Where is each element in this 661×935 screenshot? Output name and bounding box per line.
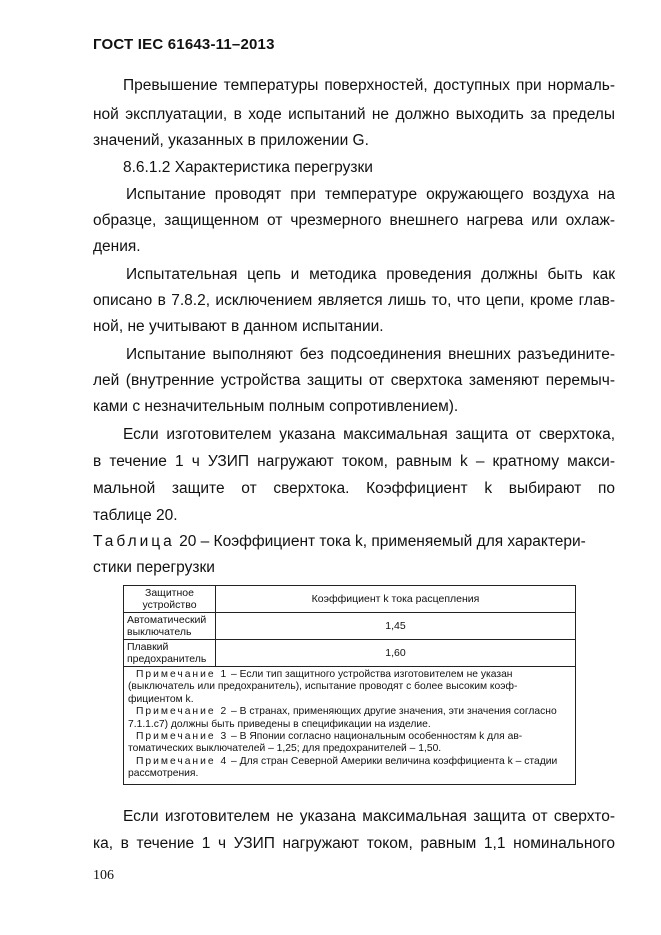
table-notes-row (124, 667, 576, 785)
paragraph-line: Если изготовителем указана максимальная защита от сверхтока, (123, 426, 615, 443)
note-text: – В странах, применяющих другие значения, эти значения согласно 7.1.1.c7) должны быть приведены в спецификации на изделие. (128, 706, 557, 730)
paragraph-line: Испытательная цепь и методика проведения должны быть как (126, 266, 615, 283)
paragraph-line: ной, не учитывают в данном испытании. (93, 318, 384, 335)
paragraph-line: значений, указанных в приложении G. (93, 132, 369, 149)
page-number: 106 (93, 868, 114, 883)
paragraph-line: мальной защите от сверхтока. Коэффициент k выбирают по (93, 480, 615, 497)
paragraph-line: ками с незначительным полным сопротивлением). (93, 398, 459, 415)
table-row (124, 613, 576, 640)
table-header-device: Защитное устройство (124, 586, 216, 613)
table-cell-device: Автоматический выключатель (124, 613, 216, 640)
table-cell-coefficient: 1,60 (216, 640, 576, 667)
table-cell-coefficient: 1,45 (216, 613, 576, 640)
note-label: Примечание 2 (136, 706, 229, 718)
table-row (124, 640, 576, 667)
table-note (128, 731, 571, 756)
paragraph-line: Испытание выполняют без подсоединения внешних разъедините- (126, 346, 615, 363)
table-caption-word: Таблица (93, 533, 175, 550)
paragraph-line: лей (внутренние устройства защиты от сверхтока заменяют перемыч- (93, 372, 615, 389)
paragraph-line: Превышение температуры поверхностей, доступных при нормаль- (123, 77, 615, 94)
table-caption (93, 532, 615, 552)
table-cell-device: Плавкий предохранитель (124, 640, 216, 667)
note-text: – Для стран Северной Америки величина коэффициента k – стадии рассмотрения. (128, 755, 558, 780)
paragraph-line: образце, защищенном от чрезмерного внешнего нагрева или охлаж- (93, 212, 615, 229)
paragraph-line: таблице 20. (93, 507, 178, 524)
table-note (128, 706, 571, 731)
note-text: – В Японии согласно национальным особенностям k для ав-томатических выключателей – 1,25; для предохранителей – 1,50. (128, 731, 523, 755)
table-note (128, 669, 571, 706)
table-caption-line2: стики перегрузки (93, 559, 215, 576)
table-notes (124, 667, 576, 785)
overload-coefficient-table (123, 585, 576, 785)
paragraph-line: Если изготовителем не указана максимальная защита от сверхто- (123, 808, 615, 825)
paragraph-line: ка, в течение 1 ч УЗИП нагружают током, равным 1,1 номинального (93, 835, 615, 852)
document-header: ГОСТ IEC 61643-11–2013 (93, 36, 275, 53)
paragraph-line: дения. (93, 238, 141, 255)
paragraph-line: описано в 7.8.2, исключением является лишь то, что цепи, кроме глав- (93, 292, 615, 309)
note-label: Примечание 4 (136, 755, 229, 767)
note-label: Примечание 3 (136, 731, 229, 743)
paragraph-line: Испытание проводят при температуре окружающего воздуха на (126, 186, 615, 203)
table-header-row (124, 586, 576, 613)
table-header-coefficient: Коэффициент k тока расцепления (216, 586, 576, 613)
note-label: Примечание 1 (136, 669, 229, 680)
table-caption-text: 20 – Коэффициент тока k, применяемый для характери- (174, 533, 586, 550)
paragraph-line: ной эксплуатации, в ходе испытаний не должно выходить за пределы (93, 106, 615, 123)
note-text: – Если тип защитного устройства изготовителем не указан (выключатель или предохранитель), испытание проводят с более высоким коэф-фициентом k. (128, 669, 518, 705)
section-heading: 8.6.1.2 Характеристика перегрузки (123, 159, 373, 176)
paragraph-line: в течение 1 ч УЗИП нагружают током, равным k – кратному макси- (93, 453, 615, 470)
table-note (128, 756, 571, 781)
